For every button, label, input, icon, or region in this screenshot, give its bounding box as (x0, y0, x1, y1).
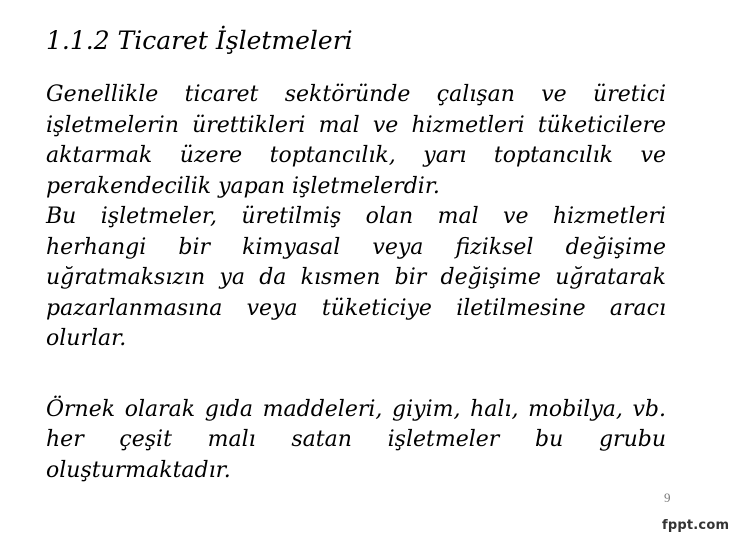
paragraph-example: Örnek olarak gıda maddeleri, giyim, halı, mobilya, vb. her çeşit malı satan işletmeler bu grubu oluşturmaktadır. (46, 396, 666, 483)
brand-logo: fppt.com (662, 518, 729, 533)
slide-title: 1.1.2 Ticaret İşletmeleri (46, 26, 353, 55)
paragraph-definition: Genellikle ticaret sektöründe çalışan ve üretici işletmelerin ürettikleri mal ve hizmetleri tüketicilere aktarmak üzere toptancılık, yarı toptancılık ve perakendecilik yapan işletmelerdir. (46, 82, 666, 199)
paragraph-description: Bu işletmeler, üretilmiş olan mal ve hizmetleri herhangi bir kimyasal veya fiziksel değişime uğratmaksızın ya da kısmen bir değişime uğratarak pazarlanmasına veya tüketiciye iletilmesine aracı olurlar. (46, 204, 666, 351)
slide-body (46, 80, 666, 486)
page-number: 9 (664, 490, 671, 505)
